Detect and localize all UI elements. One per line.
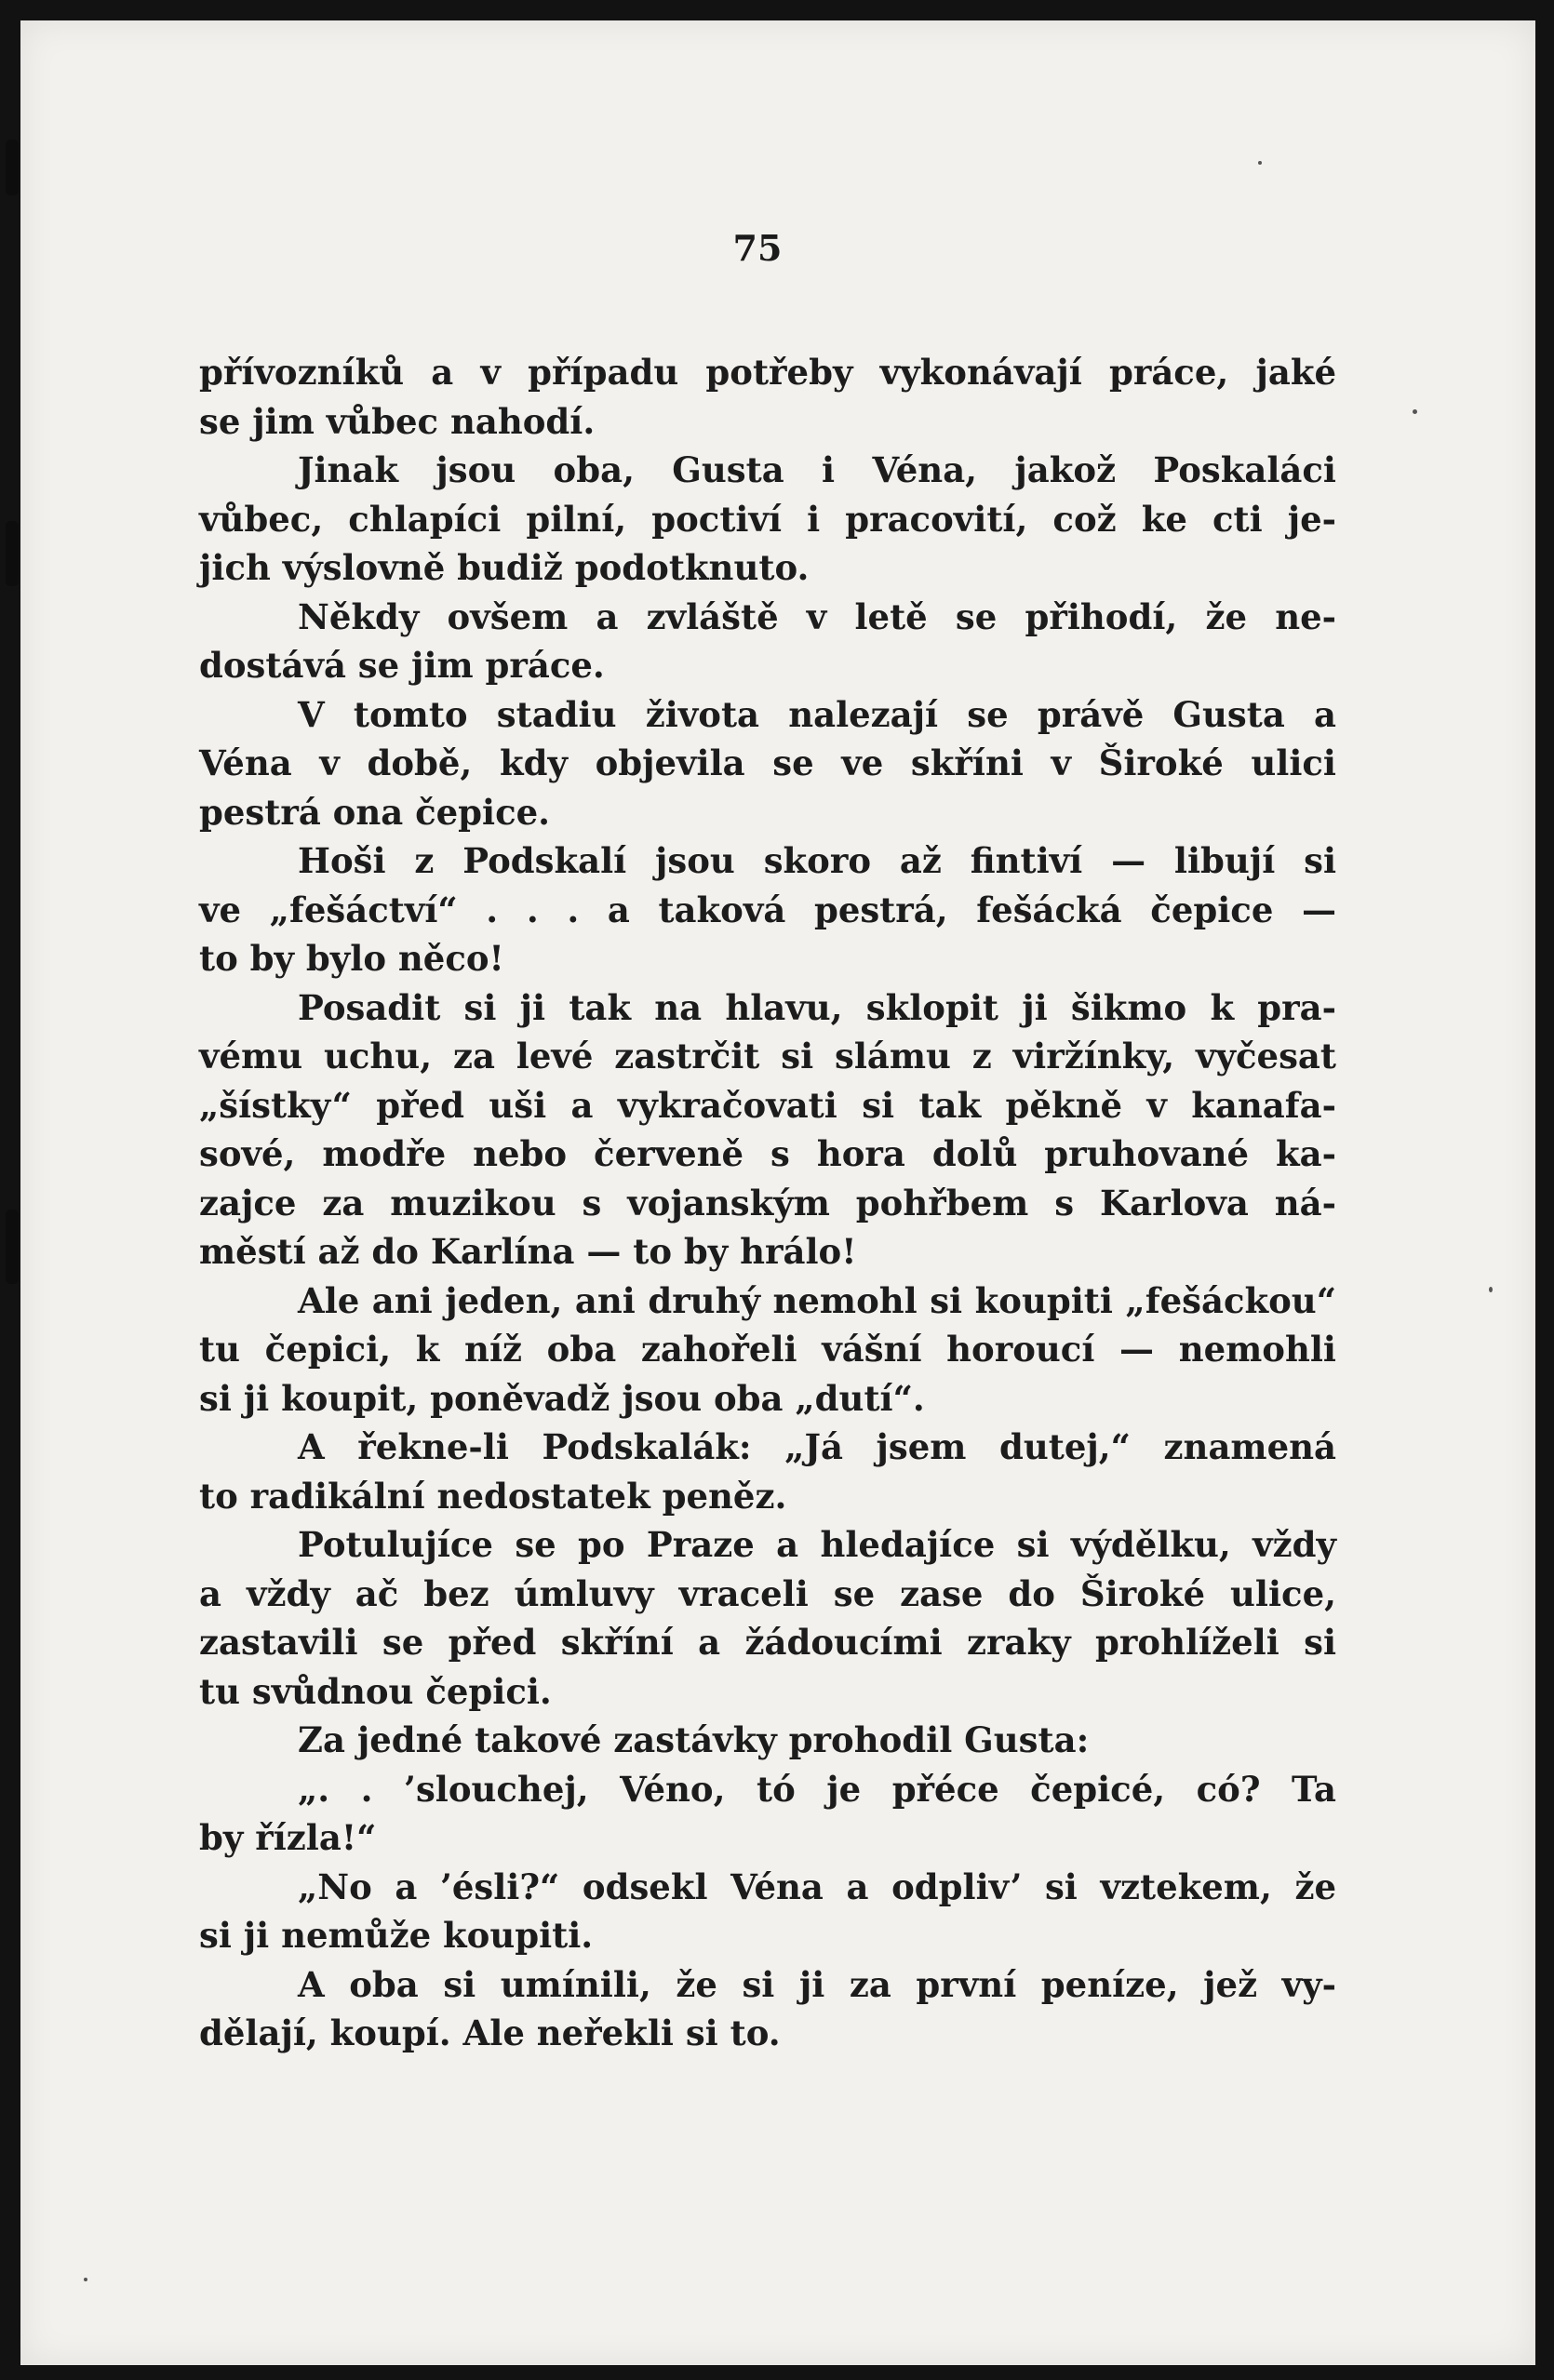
page-speck <box>84 2278 87 2281</box>
text-line: městí až do Karlína — to by hrálo! <box>199 1231 857 1272</box>
text-line: vůbec, chlapíci pilní, poctiví i pracovití, což ke cti je- <box>199 498 1336 540</box>
text-line: „šístky“ před uši a vykračovati si tak pěkně v kanafa- <box>199 1084 1336 1126</box>
text-line: „. . ’slouchej, Véno, tó je přéce čepicé, có? Ta <box>298 1768 1336 1810</box>
text-line: to radikální nedostatek peněz. <box>199 1475 787 1517</box>
text-line: tu čepici, k níž oba zahořeli vášní horoucí — nemohli <box>199 1329 1336 1370</box>
text-line: Ale ani jeden, ani druhý nemohl si koupiti „fešáckou“ <box>298 1279 1336 1321</box>
text-line: Hoši z Podskalí jsou skoro až fintiví — libují si <box>298 840 1336 881</box>
page-speck <box>1489 1287 1493 1292</box>
body-text <box>199 348 1336 2058</box>
page-speck <box>1258 161 1262 165</box>
text-line: si ji koupit, poněvadž jsou oba „dutí“. <box>199 1377 925 1419</box>
binding-mark <box>6 1210 19 1284</box>
text-line: dělají, koupí. Ale neřekli si to. <box>199 2012 781 2053</box>
text-line: Jinak jsou oba, Gusta i Véna, jakož Poskaláci <box>298 449 1336 490</box>
page-number: 75 <box>732 227 783 269</box>
text-line: Za jedné takové zastávky prohodil Gusta: <box>298 1719 1090 1760</box>
text-line: pestrá ona čepice. <box>199 791 551 833</box>
text-line: zastavili se před skříní a žádoucími zraky prohlíželi si <box>199 1622 1336 1663</box>
text-line: přívozníků a v případu potřeby vykonávají práce, jaké <box>199 352 1336 393</box>
text-line: to by bylo něco! <box>199 938 504 979</box>
text-line: by řízla!“ <box>199 1817 377 1858</box>
text-line: a vždy ač bez úmluvy vraceli se zase do Široké ulice, <box>199 1572 1336 1614</box>
binding-mark <box>6 521 19 586</box>
text-line: A řekne-li Podskalák: „Já jsem dutej,“ znamená <box>298 1426 1336 1467</box>
text-line: „No a ’ésli?“ odsekl Véna a odpliv’ si vztekem, že <box>298 1865 1336 1907</box>
text-line: Někdy ovšem a zvláště v letě se přihodí, že ne- <box>298 595 1336 637</box>
text-line: si ji nemůže koupiti. <box>199 1915 594 1956</box>
text-line: A oba si umínili, že si ji za první peníze, jež vy- <box>298 1963 1336 2005</box>
text-line: Potulujíce se po Praze a hledajíce si výdělku, vždy <box>298 1524 1336 1565</box>
page-speck <box>1413 409 1417 414</box>
text-line: sové, modře nebo červeně s hora dolů pruhované ka- <box>199 1133 1336 1174</box>
text-line: vému uchu, za levé zastrčit si slámu z viržínky, vyčesat <box>199 1036 1336 1076</box>
text-line: se jim vůbec nahodí. <box>199 400 596 442</box>
text-line: tu svůdnou čepici. <box>199 1670 552 1712</box>
book-page <box>20 20 1535 2365</box>
text-line: jich výslovně budiž podotknuto. <box>199 547 810 588</box>
text-line: dostává se jim práce. <box>199 645 605 686</box>
text-line: Véna v době, kdy objevila se ve skříni v Široké ulici <box>199 742 1336 783</box>
text-line: ve „fešáctví“ . . . a taková pestrá, fešácká čepice — <box>199 889 1336 930</box>
binding-mark <box>6 140 19 195</box>
text-line: Posadit si ji tak na hlavu, sklopit ji šikmo k pra- <box>298 986 1336 1028</box>
text-line: V tomto stadiu života nalezají se právě Gusta a <box>298 693 1336 735</box>
text-line: zajce za muzikou s vojanským pohřbem s Karlova ná- <box>199 1182 1336 1223</box>
